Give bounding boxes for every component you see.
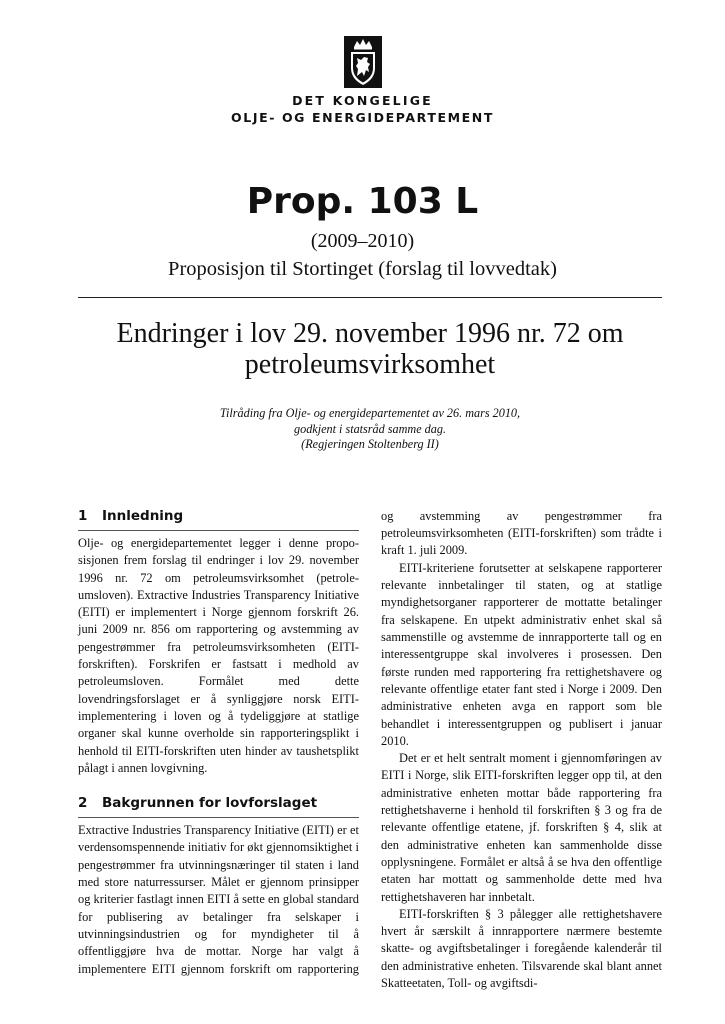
norwegian-coat-of-arms-icon bbox=[344, 36, 382, 88]
session-years: (2009–2010) bbox=[310, 230, 415, 252]
approval-line2: godkjent i statsråd samme dag. bbox=[294, 421, 446, 436]
section-number: 2 bbox=[78, 795, 88, 812]
body-paragraph: EITI-forskriften § 3 pålegger alle rettighetshavere hvert år særskilt å innrapportere nærmere bestemte skatte- og avgiftsbetalinger i foregående kalenderår til den administrative enheten. Tilsvarende skal blant annet Skatteetaten, Toll- og avgiftsdi- bbox=[381, 906, 662, 991]
ministry-name-line2: OLJE- OG ENERGIDEPARTEMENT bbox=[231, 110, 494, 125]
approval-line1: Tilråding fra Olje- og energidepartementet av 26. mars 2010, bbox=[219, 406, 521, 420]
section-title: Innledning bbox=[102, 508, 184, 524]
approval-line3: (Regjeringen Stoltenberg II) bbox=[301, 437, 439, 451]
body-paragraph-flowing: Extractive Industries Transparency Initiative (EITI) er et verdensomspennende initiativ for økt gjennomsiktighet i pengestrømmer fra utvinningsnæringer til staten i land med store naturressurser. Målet er gjennom prinsipper og kriterier fastlagt innen EITI å sette en global standard for publisering av betalinger fra selskaper i utvinningsindustrien og for myndigheter til å offentliggjøre hva de mottar. Norge har valgt å implementere EITI gjennom forskrift om rapportering bbox=[78, 823, 359, 976]
body-paragraph-continued bbox=[381, 508, 662, 560]
title-divider bbox=[78, 297, 662, 298]
body-paragraph: EITI-kriteriene forutsetter at selskapene rapporterer relevante innbetalinger til staten, og at statlige myndighetsorganer rapporterer de mottatte betalinger fra selskapene. En utpekt administrativ enhet skal så sammenstille og avstemme de innrapporterte tall og en interessentgruppe skal involveres i prosessen. Den første runden med rapportering fra rettighetshavere og relevante offentlige etater fant sted i Norge i 2009. Den administrative enheten avga en rapport som ble behandlet i interessentgruppen og publisert i januar 2010. bbox=[381, 560, 662, 748]
continued-text: og avstemming av pengestrømmer fra petroleumsvirksomheten (EITI-forskriften) som trådte i kraft 1. juli 2009. bbox=[381, 508, 662, 558]
approval-note bbox=[78, 406, 662, 453]
proposition-subtitle: Proposisjon til Stortinget (forslag til lovvedtak) bbox=[168, 258, 557, 280]
document-main-title bbox=[78, 318, 662, 380]
continued-text-wrap bbox=[381, 508, 662, 559]
section-heading-2 bbox=[78, 795, 359, 818]
proposition-title: Prop. 103 L bbox=[246, 181, 479, 222]
section-title: Bakgrunnen for lovforslaget bbox=[102, 795, 318, 812]
main-title-line1: Endringer i lov 29. november 1996 nr. 72 om bbox=[116, 318, 624, 349]
section-heading-1 bbox=[78, 508, 359, 531]
left-column bbox=[78, 508, 359, 978]
right-column bbox=[381, 508, 662, 992]
body-paragraph: Olje- og energidepartementet legger i denne proposisjonen frem forslag til endringer i lov 29. november 1996 nr. 72 om petroleumsvirksomhet (petroleumsloven). Extractive Industries Transparency Initiative (EITI) er implementert i Norge gjennom forskrift 26. juni 2009 nr. 856 om rapportering og avstemming av pengestrømmer fra petroleumsvirksomheten (EITI-forskriften). Forskrifen er fastsatt i medhold av petroleumsloven. Formålet med dette lovendringsforslaget er å synliggjøre norsk EITI-implementering i loven og å tydeliggjøre at statlige organer skal kunne overholde sin rapporteringsplikt i henhold til EITI-forskriften uten hinder av taushetsplikt pålagt i annen lovgivning. bbox=[78, 536, 359, 775]
ministry-name-line1: DET KONGELIGE bbox=[292, 93, 433, 108]
main-title-line2: petroleumsvirksomhet bbox=[244, 349, 496, 380]
body-paragraph: Det er et helt sentralt moment i gjennomføringen av EITI i Norge, slik EITI-forskriften legger opp til, at den administrative enheten mottar både rapportering fra rettighetshaverne i henhold til forskriften § 3 og fra de relevante offentlige etatene, jf. forskriften § 4, slik at den administrative enheten kan sammenholde disse opplysningene. Formålet er altså å se hva den offentlige etaten har mottatt og sammenholde dette med hva rettighetshaveren har innbetalt. bbox=[381, 751, 662, 904]
section-number: 1 bbox=[78, 508, 88, 524]
